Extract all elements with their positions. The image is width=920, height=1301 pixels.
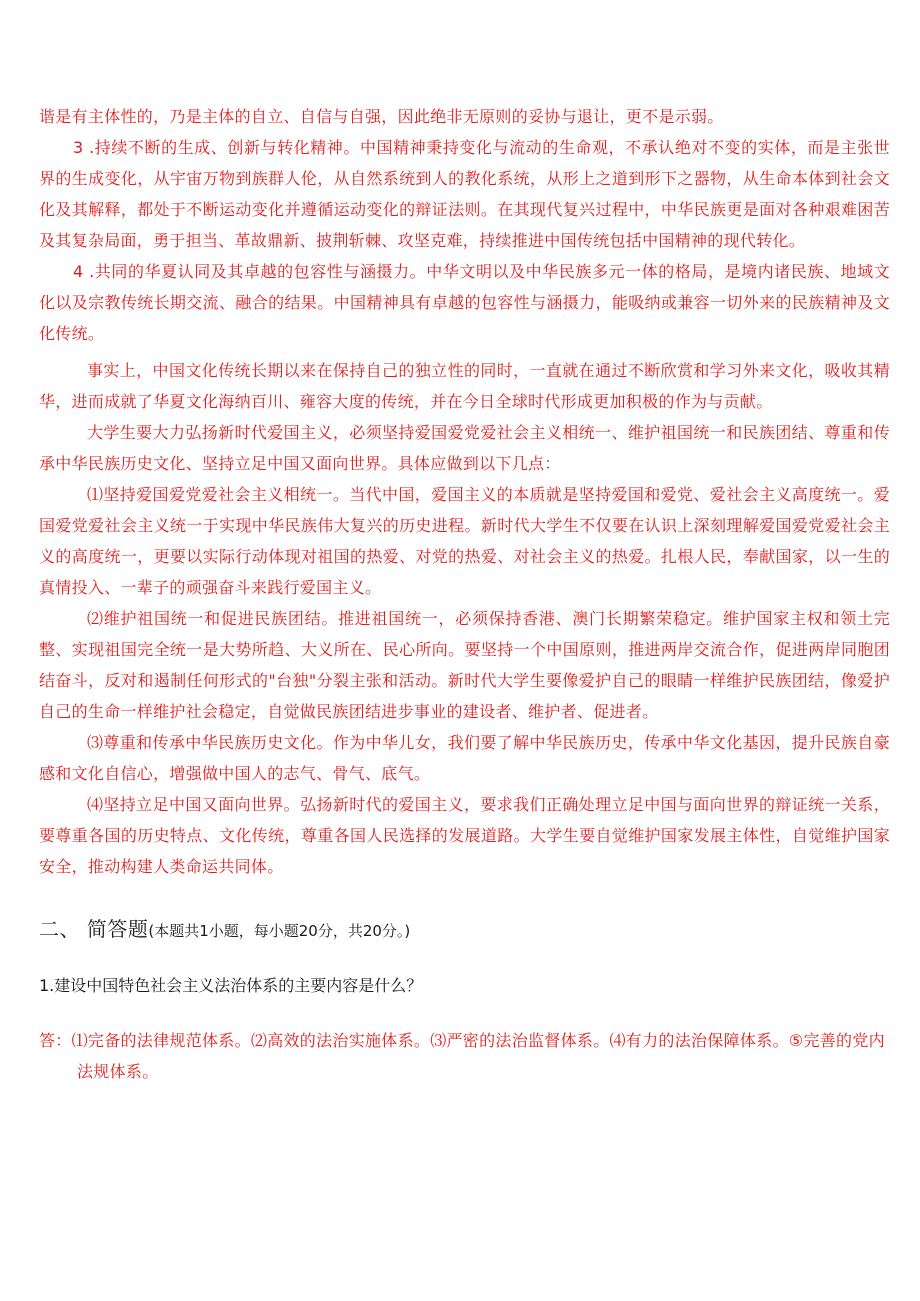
question-1: 1.建设中国特色社会主义法治体系的主要内容是什么？	[39, 976, 423, 995]
paragraph-3: 4 .共同的华夏认同及其卓越的包容性与涵摄力。中华文明以及中华民族多元一体的格局，是境内诸民族、地域文化以及宗教传统长期交流、融合的结果。中国精神具有卓越的包容性与涵摄力，能吸纳或兼容一切外来的民族精神及文化传统。	[39, 262, 890, 343]
section-title: 二、 简答题	[39, 917, 149, 941]
paragraph-4: 事实上，中国文化传统长期以来在保持自己的独立性的同时，一直就在通过不断欣赏和学习外来文化，吸收其精华，进而成就了华夏文化海纳百川、雍容大度的传统，并在今日全球时代形成更加积极的作为与贡献。	[39, 361, 890, 411]
paragraph-7: ⑵维护祖国统一和促进民族团结。推进祖国统一，必须保持香港、澳门长期繁荣稳定。维护国家主权和领土完整、实现祖国完全统一是大势所趋、大义所在、民心所向。要坚持一个中国原则，推进两岸交流合作，促进两岸同胞团结奋斗，反对和遏制任何形式的"台独"分裂主张和活动。新时代大学生要像爱护自己的眼睛一样维护民族团结，像爱护自己的生命一样维护社会稳定，自觉做民族团结进步事业的建设者、维护者、促进者。	[39, 609, 890, 721]
section-note: (本题共1小题，每小题20分，共20分。)	[148, 922, 411, 940]
paragraph-1: 谐是有主体性的，乃是主体的自立、自信与自强，因此绝非无原则的妥协与退让，更不是示弱。	[39, 107, 724, 126]
paragraph-8: ⑶尊重和传承中华民族历史文化。作为中华儿女，我们要了解中华民族历史，传承中华文化基因，提升民族自豪感和文化自信心，增强做中国人的志气、骨气、底气。	[39, 733, 890, 783]
paragraph-6: ⑴坚持爱国爱党爱社会主义相统一。当代中国，爱国主义的本质就是坚持爱国和爱党、爱社会主义高度统一。爱国爱党爱社会主义统一于实现中华民族伟大复兴的历史进程。新时代大学生不仅要在认识上深刻理解爱国爱党爱社会主义的高度统一，更要以实际行动体现对祖国的热爱、对党的热爱、对社会主义的热爱。扎根人民，奉献国家，以一生的真情投入、一辈子的顽强奋斗来践行爱国主义。	[39, 485, 890, 597]
answer-1: 答：⑴完备的法律规范体系。⑵高效的法治实施体系。⑶严密的法治监督体系。⑷有力的法治保障体系。⑤完善的党内法规体系。	[39, 1031, 885, 1081]
section-heading	[39, 914, 890, 946]
paragraph-2: 3 .持续不断的生成、创新与转化精神。中国精神秉持变化与流动的生命观，不承认绝对不变的实体，而是主张世界的生成变化，从宇宙万物到族群人伦，从自然系统到人的教化系统，从形上之道到形下之器物，从生命本体到社会文化及其解释，都处于不断运动变化并遵循运动变化的辩证法则。在其现代复兴过程中，中华民族更是面对各种艰难困苦及其复杂局面，勇于担当、革故鼎新、披荆斩棘、攻坚克难，持续推进中国传统包括中国精神的现代转化。	[39, 138, 890, 250]
paragraph-9: ⑷坚持立足中国又面向世界。弘扬新时代的爱国主义，要求我们正确处理立足中国与面向世界的辩证统一关系，要尊重各国的历史特点、文化传统，尊重各国人民选择的发展道路。大学生要自觉维护国家发展主体性，自觉维护国家安全，推动构建人类命运共同体。	[39, 795, 890, 876]
paragraph-5: 大学生要大力弘扬新时代爱国主义，必须坚持爱国爱党爱社会主义相统一、维护祖国统一和民族团结、尊重和传承中华民族历史文化、坚持立足中国又面向世界。具体应做到以下几点：	[39, 423, 890, 473]
